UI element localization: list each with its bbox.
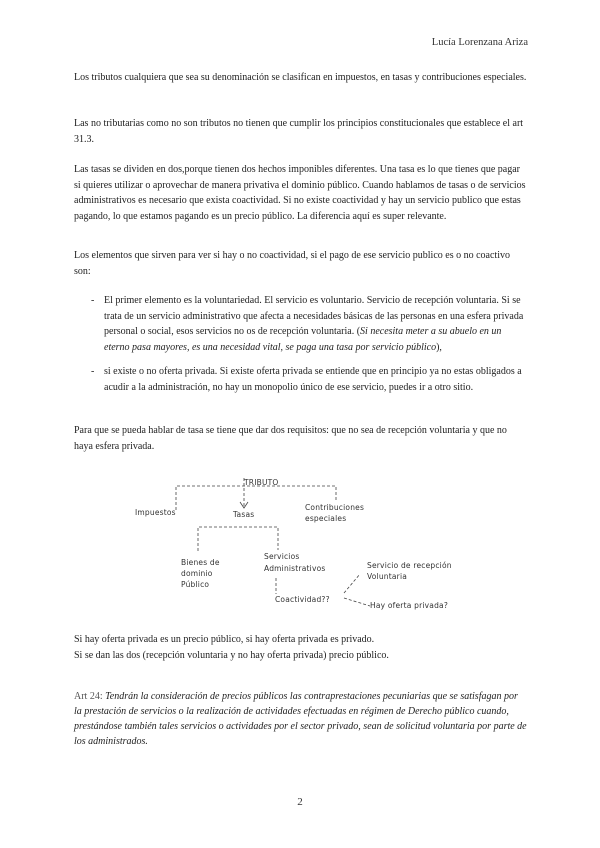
paragraph-tributos: Los tributos cualquiera que sea su denominación se clasifican en impuestos, en tasas y contribuciones especiales.	[74, 72, 527, 83]
list-bullet: -	[91, 295, 95, 306]
paragraph-tasas: Las tasas se dividen en dos,porque tienen dos hechos imponibles diferentes. Una tasa es lo que tienes que pagar si quieres utilizar o aprovechar de manera privativa el dominio público. Cuando hablamos de tasas o de servicios administrativos es necesario que exista coactividad. Si no existe coactividad y hay un servicio publico que estas pagando, lo que estamos pagando es un precio público. La diferencia aquí es super relevante.	[74, 164, 526, 222]
list-bullet: -	[91, 366, 95, 377]
paragraph-requisitos: Para que se pueda hablar de tasa se tiene que dar dos requisitos: que no sea de recepción voluntaria y que no haya esfera privada.	[74, 425, 507, 452]
author-header: Lucía Lorenzana Ariza	[431, 37, 528, 48]
paragraph-precio-publico: Si se dan las dos (recepción voluntaria y no hay oferta privada) precio público.	[74, 650, 389, 661]
paragraph-no-tributarias: Las no tributarias como no son tributos no tienen que cumplir los principios constitucionales que establece el art 31.3.	[74, 118, 524, 145]
label-contribuciones: Contribuciones	[305, 503, 365, 512]
label-tributo: TRIBUTO	[244, 478, 279, 487]
article-24	[74, 689, 528, 749]
list-item-oferta-privada: si existe o no oferta privada. Si existe oferta privada se entiende que en principio ya no estas obligados a acudir a la administración, no hay un monopolio único de ese servicio, puedes ir a otro sitio.	[104, 366, 522, 393]
label-oferta-privada: Hay oferta privada?	[370, 601, 449, 610]
list-item-close: ),	[436, 341, 442, 353]
label-coactividad: Coactividad??	[275, 595, 330, 604]
label-bienes: Bienes de	[181, 558, 220, 567]
page-number: 2	[297, 796, 303, 808]
label-servicios: Servicios	[264, 552, 300, 561]
list-item-text: El primer elemento es la voluntariedad. El servicio es voluntario. Servicio de recepción voluntaria. Si se trata de un servicio administrativo que afecta a necesidades básicas de las personas en una esfera privada personal o social, esos servicios no os de recepción voluntaria. (	[104, 295, 524, 337]
label-voluntaria: Voluntaria	[367, 572, 408, 581]
label-dominio: dominio	[181, 569, 213, 578]
connector-tasas-branch	[198, 527, 278, 551]
label-recepcion-voluntaria: Servicio de recepción	[367, 561, 452, 570]
list-item-example: Si necesita meter a su abuelo en un eterno pasa mayores, es una necesidad vital, se paga una tasa por servicio público	[104, 326, 502, 353]
paragraph-elementos: Los elementos que sirven para ver si hay o no coactividad, si el pago de ese servicio publico es o no coactivo son:	[74, 250, 510, 277]
article-label: Art 24:	[74, 691, 103, 702]
label-especiales: especiales	[305, 514, 347, 523]
label-administrativos: Administrativos	[264, 564, 326, 573]
article-text: Tendrán la consideración de precios públicos las contraprestaciones pecuniarias que se satisfagan por la prestación de servicios o la realización de actividades efectuadas en régimen de Derecho público cuando, prestándose también tales servicios o actividades por el sector privado, sean de solicitud voluntaria por parte de los administrados.	[74, 691, 527, 747]
label-publico: Público	[181, 580, 210, 589]
label-tasas: Tasas	[233, 510, 255, 519]
paragraph-oferta-privada: Si hay oferta privada es un precio público, si hay oferta privada es privado.	[74, 634, 375, 645]
label-impuestos: Impuestos	[135, 508, 176, 517]
